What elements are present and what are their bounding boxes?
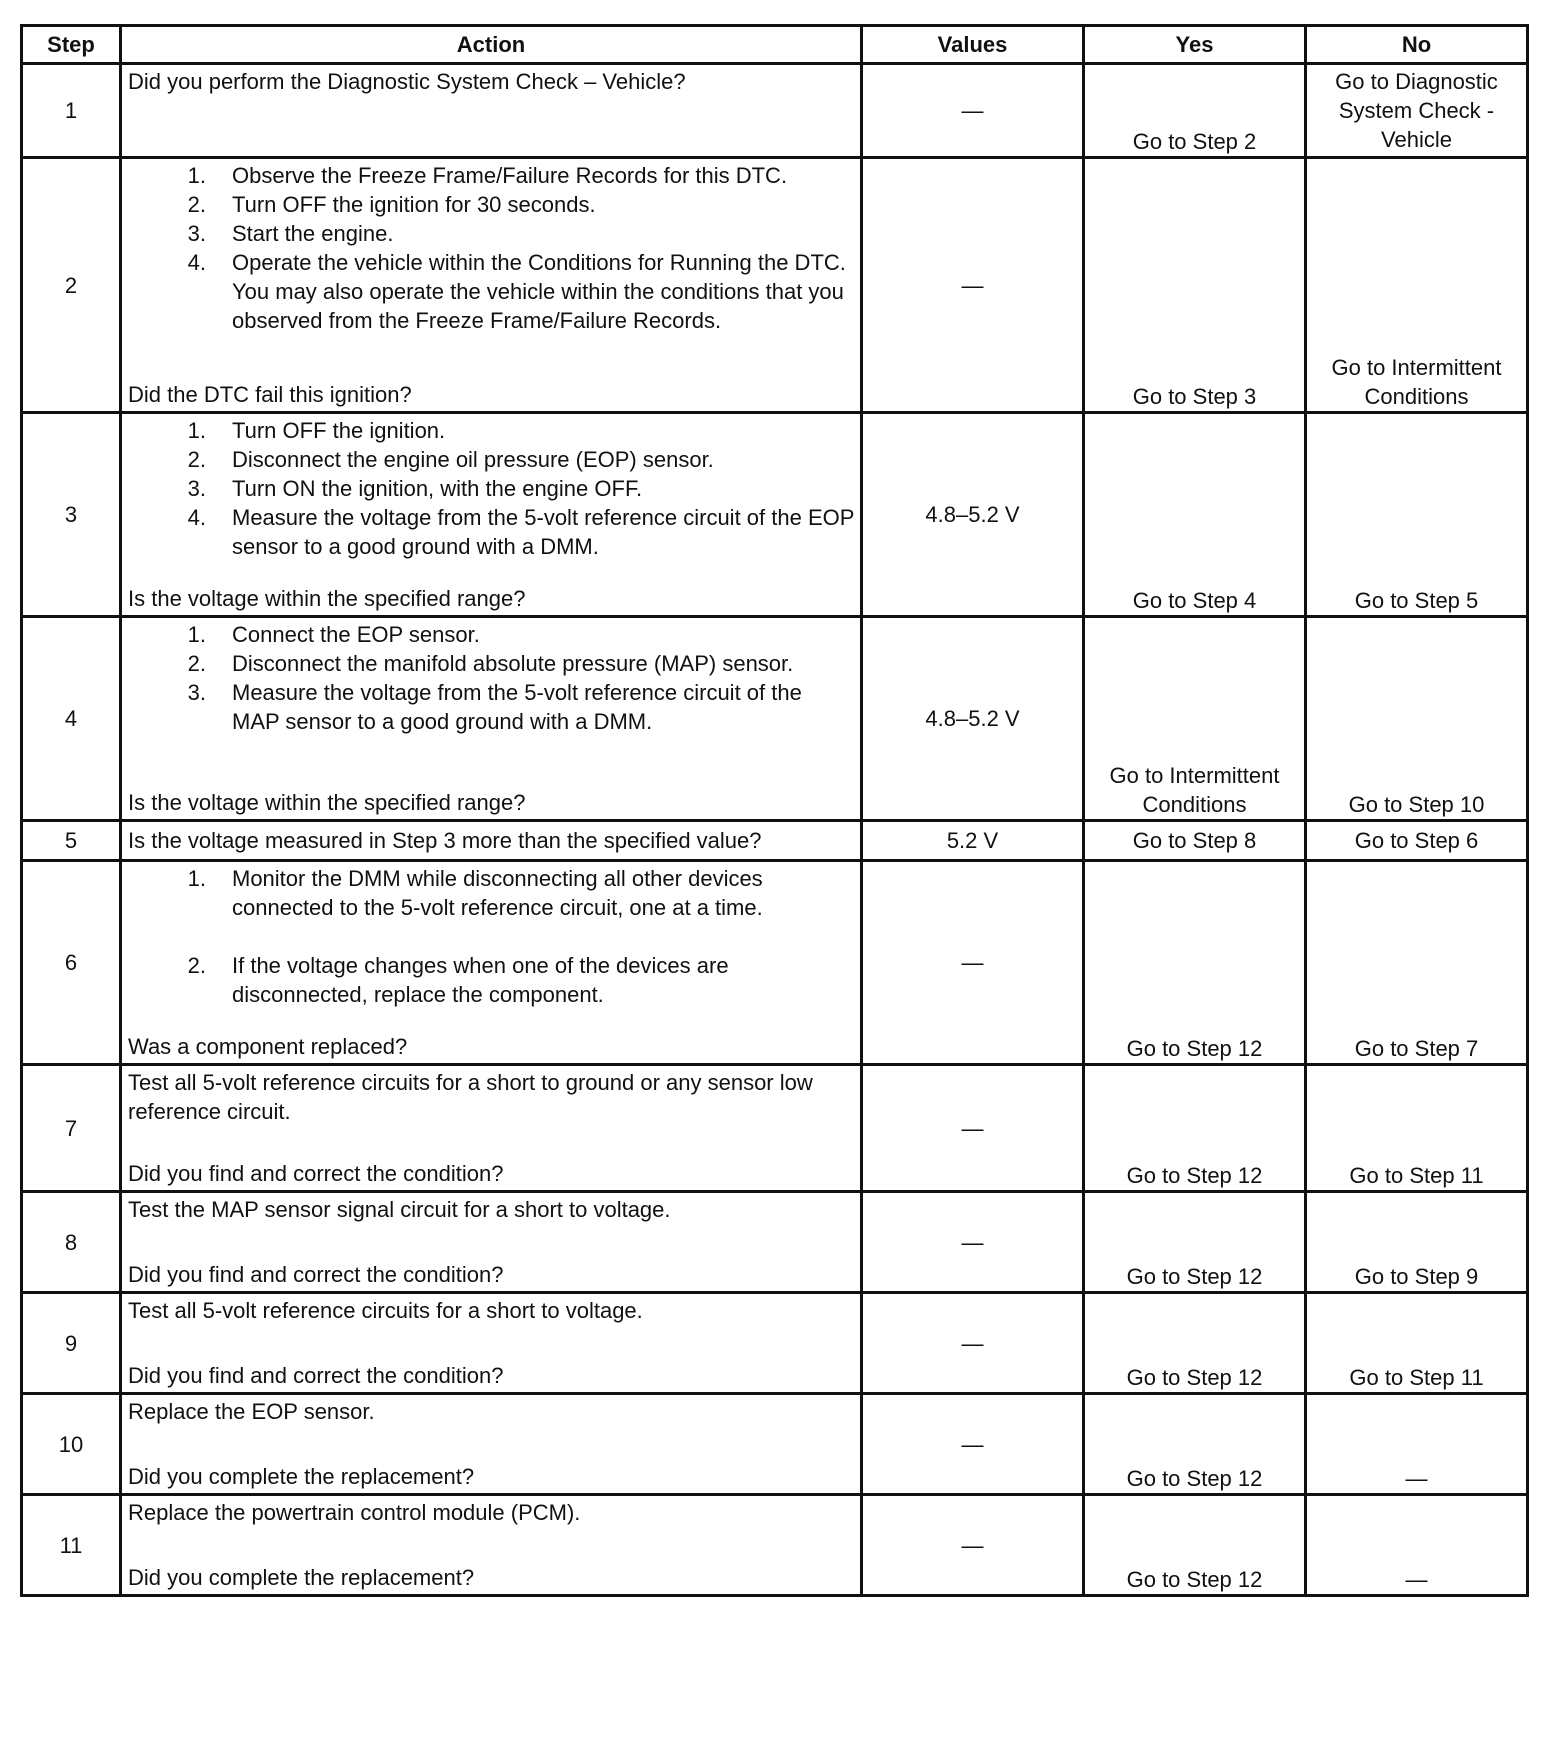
action-cell [121,1192,862,1293]
table-row [22,1394,1528,1495]
list-item [128,649,854,678]
list-item [128,219,854,248]
yes-cell: Go to Step 12 [1084,1293,1306,1394]
step-number: 11 [22,1495,121,1596]
table-row [22,821,1528,861]
table-row [22,158,1528,413]
no-cell: — [1306,1495,1528,1596]
action-steps [128,620,854,736]
action-text: Is the voltage measured in Step 3 more than the specified value? [128,828,762,853]
action-text: Test all 5-volt reference circuits for a short to voltage. [128,1298,643,1323]
step-number: 3 [22,413,121,617]
action-question: Did the DTC fail this ignition? [128,382,412,407]
list-item [128,503,854,561]
step-number: 5 [22,821,121,861]
list-item-number: 1. [187,163,206,188]
step-number: 6 [22,861,121,1065]
action-question: Did you find and correct the condition? [128,1262,504,1287]
header-step: Step [22,26,121,64]
action-question: Is the voltage within the specified range? [128,586,526,611]
no-cell: Go to Step 6 [1306,821,1528,861]
action-question: Did you complete the replacement? [128,1565,475,1590]
action-question: Was a component replaced? [128,1034,408,1059]
no-cell: Go to Step 11 [1306,1293,1528,1394]
list-item-text: If the voltage changes when one of the devices are disconnected, replace the component. [232,953,729,1007]
action-steps [128,416,854,561]
yes-cell: Go to Step 12 [1084,1394,1306,1495]
action-text: Did you perform the Diagnostic System Check – Vehicle? [128,69,686,94]
values-cell: — [862,1293,1084,1394]
yes-cell: Go to Step 8 [1084,821,1306,861]
list-item-number: 1. [187,866,206,891]
no-cell: Go to Step 7 [1306,861,1528,1065]
table-row [22,861,1528,1065]
list-item-number: 1. [187,622,206,647]
action-question: Did you find and correct the condition? [128,1363,504,1388]
action-question: Is the voltage within the specified range? [128,790,526,815]
list-item-text: Operate the vehicle within the Conditions for Running the DTC. You may also operate the vehicle within the conditions that you observed from the Freeze Frame/Failure Records. [232,250,846,333]
list-item-number: 4. [187,250,206,275]
list-item [128,190,854,219]
action-steps [128,161,854,335]
list-item [128,161,854,190]
values-cell: 4.8–5.2 V [862,617,1084,821]
action-text: Replace the EOP sensor. [128,1399,375,1424]
values-cell: — [862,1394,1084,1495]
no-cell: Go to Step 11 [1306,1065,1528,1192]
no-cell: Go to Step 9 [1306,1192,1528,1293]
action-text: Test all 5-volt reference circuits for a short to ground or any sensor low reference circuit. [128,1070,813,1124]
list-item [128,416,854,445]
values-cell: 4.8–5.2 V [862,413,1084,617]
action-cell [121,1065,862,1192]
list-item-number: 3. [187,476,206,501]
values-cell: 5.2 V [862,821,1084,861]
action-cell [121,821,862,861]
table-row [22,1192,1528,1293]
list-item-text: Turn OFF the ignition for 30 seconds. [232,192,596,217]
step-number: 9 [22,1293,121,1394]
values-cell: — [862,64,1084,158]
yes-cell: Go to Step 12 [1084,1192,1306,1293]
action-cell [121,1293,862,1394]
list-item [128,620,854,649]
action-cell [121,1495,862,1596]
list-item-text: Connect the EOP sensor. [232,622,480,647]
list-item-text: Disconnect the manifold absolute pressure (MAP) sensor. [232,651,794,676]
table-row [22,413,1528,617]
yes-cell: Go to Intermittent Conditions [1084,617,1306,821]
list-item-text: Measure the voltage from the 5-volt reference circuit of the MAP sensor to a good ground with a DMM. [232,680,802,734]
list-item-text: Turn ON the ignition, with the engine OFF. [232,476,643,501]
table-row [22,617,1528,821]
yes-cell: Go to Step 3 [1084,158,1306,413]
table-row [22,1293,1528,1394]
list-item-text: Disconnect the engine oil pressure (EOP) sensor. [232,447,714,472]
header-action: Action [121,26,862,64]
action-cell [121,64,862,158]
header-row [22,26,1528,64]
list-item-number: 4. [187,505,206,530]
step-number: 4 [22,617,121,821]
action-cell [121,861,862,1065]
list-item-number: 3. [187,680,206,705]
list-item-number: 2. [187,192,206,217]
list-item [128,474,854,503]
step-number: 8 [22,1192,121,1293]
no-cell: Go to Step 10 [1306,617,1528,821]
yes-cell: Go to Step 4 [1084,413,1306,617]
step-number: 10 [22,1394,121,1495]
step-number: 2 [22,158,121,413]
header-no: No [1306,26,1528,64]
list-item-number: 2. [187,447,206,472]
list-item-text: Monitor the DMM while disconnecting all other devices connected to the 5-volt reference circuit, one at a time. [232,866,763,920]
no-cell: — [1306,1394,1528,1495]
table-row [22,1065,1528,1192]
action-cell [121,1394,862,1495]
step-number: 7 [22,1065,121,1192]
yes-cell: Go to Step 12 [1084,861,1306,1065]
values-cell: — [862,158,1084,413]
header-values: Values [862,26,1084,64]
list-item [128,864,854,922]
table-row [22,64,1528,158]
list-item [128,678,854,736]
values-cell: — [862,1192,1084,1293]
list-item-text: Observe the Freeze Frame/Failure Records for this DTC. [232,163,788,188]
yes-cell: Go to Step 2 [1084,64,1306,158]
list-item [128,445,854,474]
list-item [128,951,854,1009]
list-item-text: Turn OFF the ignition. [232,418,446,443]
step-number: 1 [22,64,121,158]
header-yes: Yes [1084,26,1306,64]
list-item-text: Measure the voltage from the 5-volt reference circuit of the EOP sensor to a good ground with a DMM. [232,505,855,559]
action-cell [121,413,862,617]
list-item-number: 1. [187,418,206,443]
values-cell: — [862,861,1084,1065]
no-cell: Go to Step 5 [1306,413,1528,617]
action-text: Replace the powertrain control module (PCM). [128,1500,581,1525]
yes-cell: Go to Step 12 [1084,1065,1306,1192]
yes-cell: Go to Step 12 [1084,1495,1306,1596]
table-body [22,64,1528,1596]
table-row [22,1495,1528,1596]
action-cell [121,158,862,413]
values-cell: — [862,1495,1084,1596]
list-item [128,248,854,335]
list-item-number: 2. [187,651,206,676]
action-text: Test the MAP sensor signal circuit for a short to voltage. [128,1197,671,1222]
action-question: Did you complete the replacement? [128,1464,475,1489]
action-cell [121,617,862,821]
action-question: Did you find and correct the condition? [128,1161,504,1186]
list-item-number: 2. [187,953,206,978]
action-steps [128,864,854,1009]
list-item-text: Start the engine. [232,221,394,246]
list-item-number: 3. [187,221,206,246]
no-cell: Go to Diagnostic System Check - Vehicle [1306,64,1528,158]
no-cell: Go to Intermittent Conditions [1306,158,1528,413]
values-cell: — [862,1065,1084,1192]
diagnostic-table [20,24,1529,1597]
